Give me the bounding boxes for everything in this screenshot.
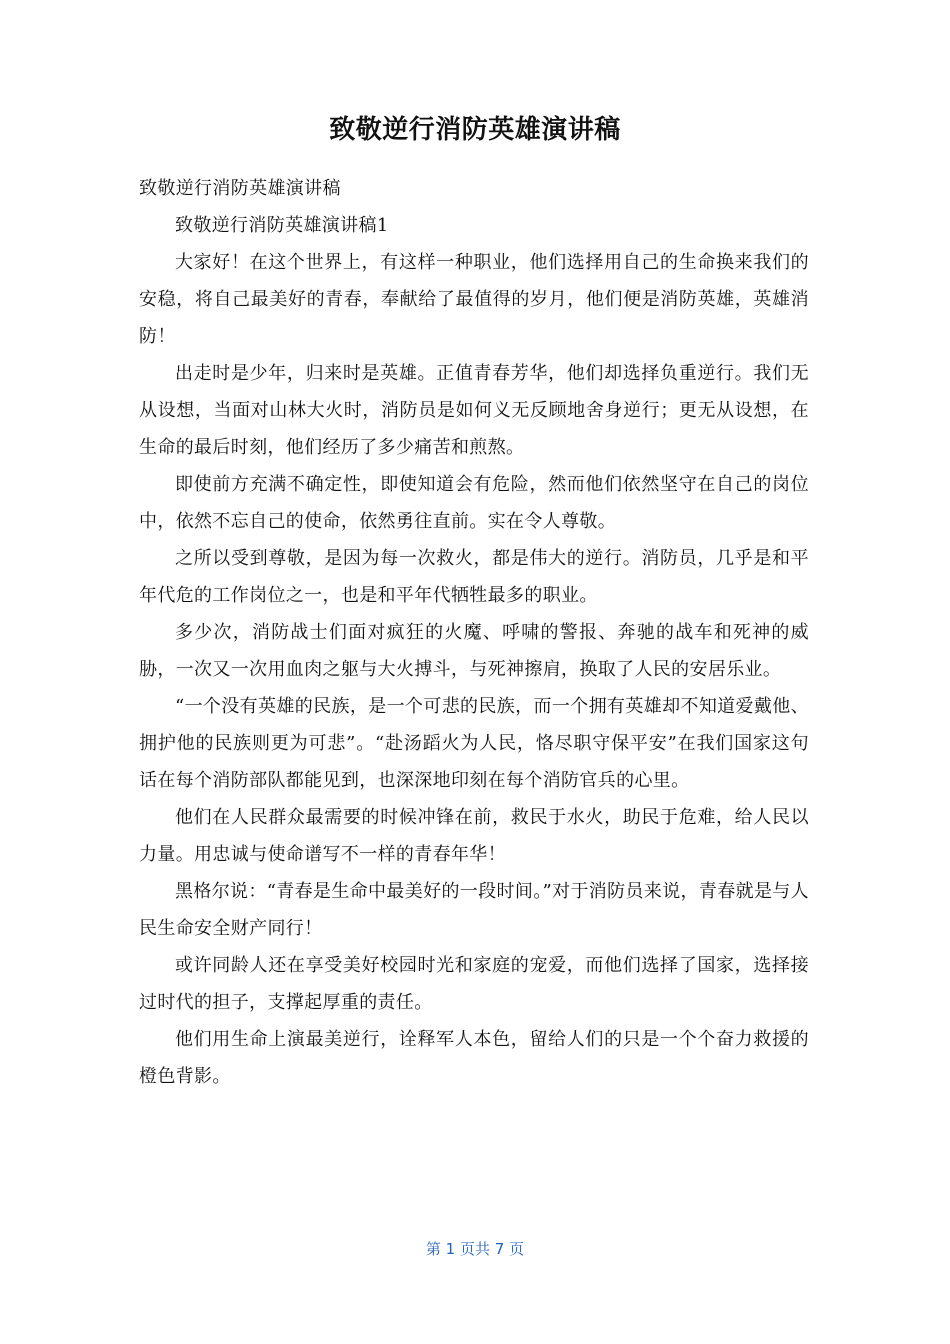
paragraph-subtitle: 致敬逆行消防英雄演讲稿 — [139, 178, 341, 199]
paragraph: 他们在人民群众最需要的时候冲锋在前，救民于水火，助民于危难，给人民以力量。用忠诚与使命谱写不一样的青春年华！ — [139, 807, 809, 865]
document-body — [139, 170, 809, 1095]
page-number-footer: 第 1 页共 7 页 — [425, 1240, 525, 1258]
paragraph: “一个没有英雄的民族，是一个可悲的民族，而一个拥有英雄却不知道爱戴他、拥护他的民族则更为可悲”。“赴汤蹈火为人民，恪尽职守保平安”在我们国家这句话在每个消防部队都能见到，也深深地印刻在每个消防官兵的心里。 — [139, 696, 809, 791]
paragraph: 多少次，消防战士们面对疯狂的火魔、呼啸的警报、奔驰的战车和死神的威胁，一次又一次用血肉之躯与大火搏斗，与死神擦肩，换取了人民的安居乐业。 — [139, 622, 809, 680]
paragraph: 他们用生命上演最美逆行，诠释军人本色，留给人们的只是一个个奋力救援的橙色背影。 — [139, 1029, 809, 1087]
paragraph: 出走时是少年，归来时是英雄。正值青春芳华，他们却选择负重逆行。我们无从设想，当面对山林大火时，消防员是如何义无反顾地舍身逆行；更无从设想，在生命的最后时刻，他们经历了多少痛苦和煎熬。 — [139, 363, 809, 458]
page-title: 致敬逆行消防英雄演讲稿 — [329, 115, 621, 145]
paragraph: 即使前方充满不确定性，即使知道会有危险，然而他们依然坚守在自己的岗位中，依然不忘自己的使命，依然勇往直前。实在令人尊敬。 — [139, 474, 809, 532]
paragraph: 黑格尔说：“青春是生命中最美好的一段时间。”对于消防员来说，青春就是与人民生命安全财产同行！ — [139, 881, 810, 939]
paragraph: 或许同龄人还在享受美好校园时光和家庭的宠爱，而他们选择了国家，选择接过时代的担子，支撑起厚重的责任。 — [139, 955, 809, 1013]
paragraph: 之所以受到尊敬，是因为每一次救火，都是伟大的逆行。消防员，几乎是和平年代危的工作岗位之一，也是和平年代牺牲最多的职业。 — [139, 548, 809, 606]
paragraph: 大家好！在这个世界上，有这样一种职业，他们选择用自己的生命换来我们的安稳，将自己最美好的青春，奉献给了最值得的岁月，他们便是消防英雄，英雄消防！ — [139, 252, 809, 347]
paragraph-section-heading: 致敬逆行消防英雄演讲稿1 — [175, 215, 389, 236]
